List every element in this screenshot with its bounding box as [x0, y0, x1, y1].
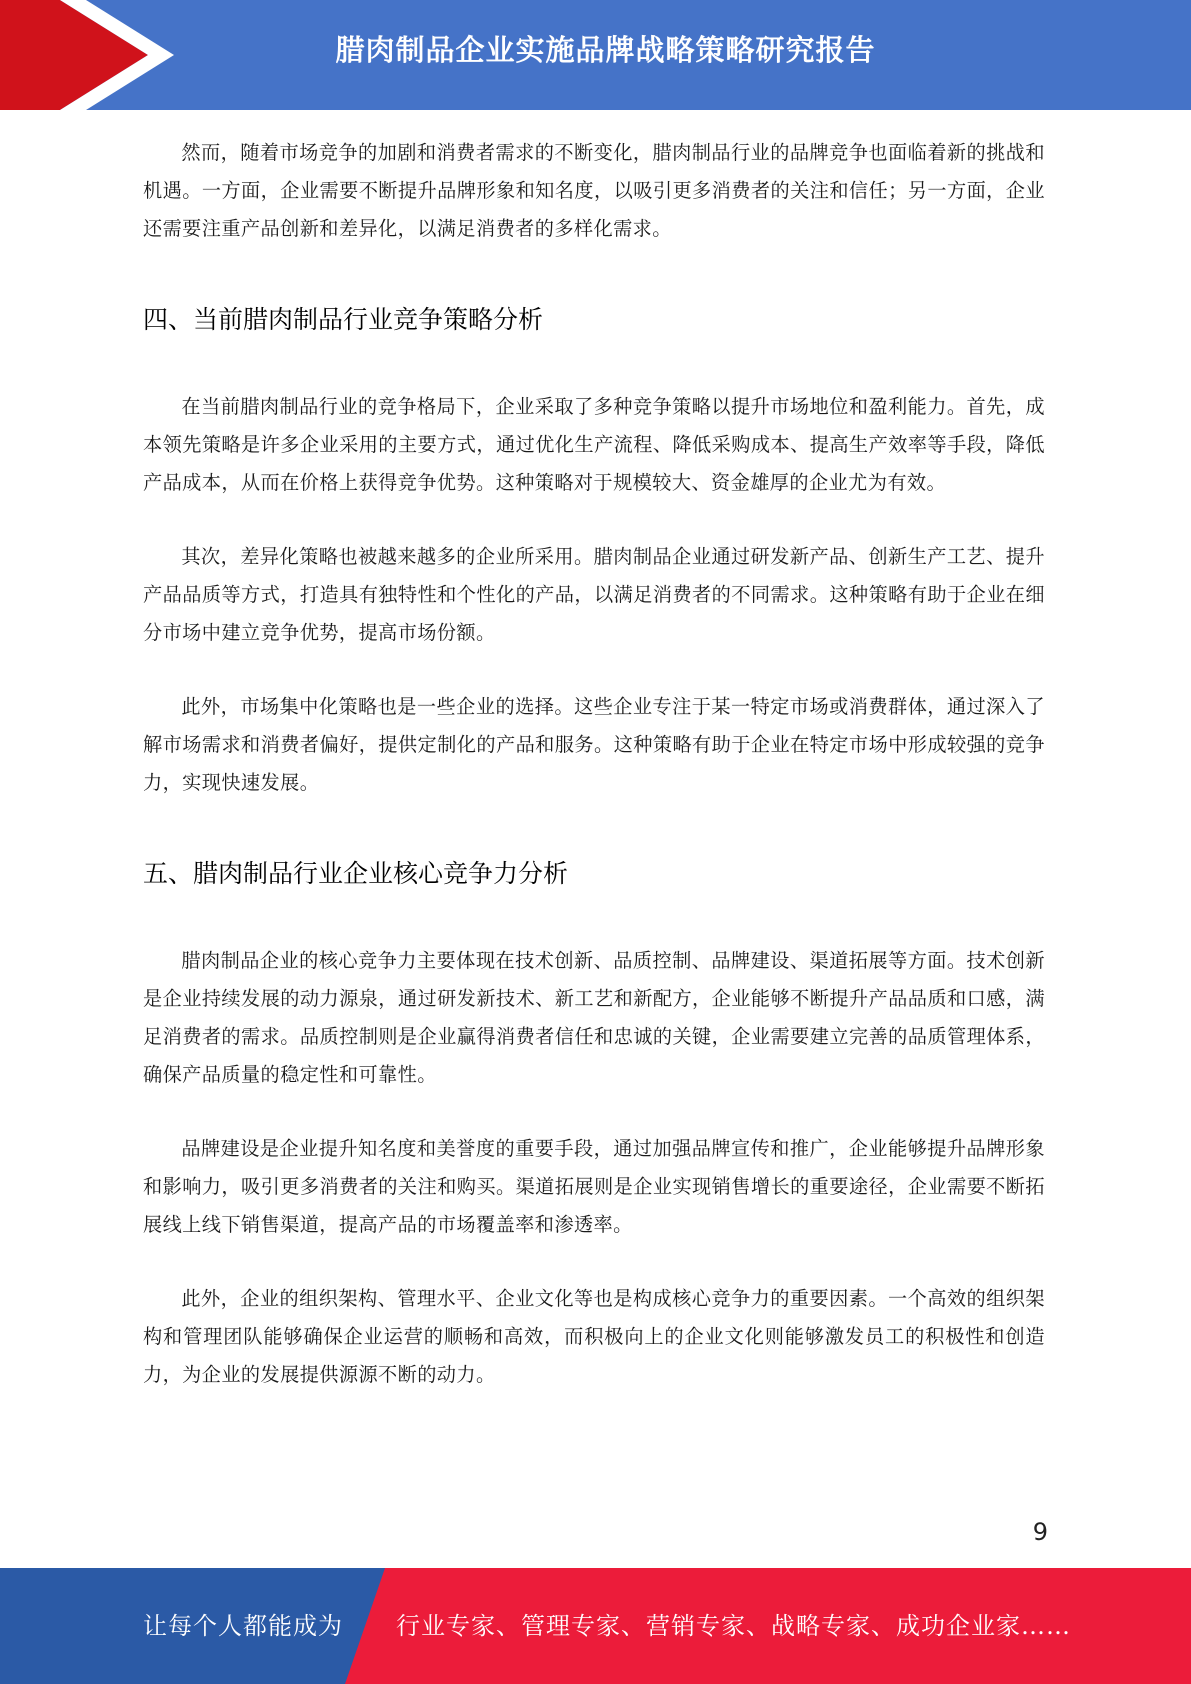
section-5-paragraph-1: 腊肉制品企业的核心竞争力主要体现在技术创新、品质控制、品牌建设、渠道拓展等方面。技术创新是企业持续发展的动力源泉，通过研发新技术、新工艺和新配方，企业能够不断提升产品品质和口感，满足消费者的需求。品质控制则是企业赢得消费者信任和忠诚的关键，企业需要建立完善的品质管理体系，确保产品质量的稳定性和可靠性。: [143, 949, 1045, 1086]
page-content: [143, 134, 1045, 1394]
section-5-paragraph-2: 品牌建设是企业提升知名度和美誉度的重要手段，通过加强品牌宣传和推广，企业能够提升品牌形象和影响力，吸引更多消费者的关注和购买。渠道拓展则是企业实现销售增长的重要途径，企业需要不断拓展线上线下销售渠道，提高产品的市场覆盖率和渗透率。: [143, 1137, 1045, 1236]
report-title: 腊肉制品企业实施品牌战略策略研究报告: [335, 33, 876, 67]
section-4-heading: 四、当前腊肉制品行业竞争策略分析: [143, 305, 544, 334]
page-header: [0, 0, 1191, 110]
section-4-paragraph-3: 此外，市场集中化策略也是一些企业的选择。这些企业专注于某一特定市场或消费群体，通过深入了解市场需求和消费者偏好，提供定制化的产品和服务。这种策略有助于企业在特定市场中形成较强的竞争力，实现快速发展。: [143, 695, 1045, 794]
section-5-paragraph-3: 此外，企业的组织架构、管理水平、企业文化等也是构成核心竞争力的重要因素。一个高效的组织架构和管理团队能够确保企业运营的顺畅和高效，而积极向上的企业文化则能够激发员工的积极性和创造力，为企业的发展提供源源不断的动力。: [143, 1287, 1045, 1386]
footer-slogan-right: 行业专家、管理专家、营销专家、战略专家、成功企业家……: [396, 1612, 1071, 1640]
section-5-heading: 五、腊肉制品行业企业核心竞争力分析: [143, 859, 569, 888]
page-number: 9: [1032, 1518, 1048, 1546]
page-footer: [0, 1568, 1191, 1684]
intro-paragraph: 然而，随着市场竞争的加剧和消费者需求的不断变化，腊肉制品行业的品牌竞争也面临着新的挑战和机遇。一方面，企业需要不断提升品牌形象和知名度，以吸引更多消费者的关注和信任；另一方面，企业还需要注重产品创新和差异化，以满足消费者的多样化需求。: [143, 141, 1045, 240]
section-4-paragraph-2: 其次，差异化策略也被越来越多的企业所采用。腊肉制品企业通过研发新产品、创新生产工艺、提升产品品质等方式，打造具有独特性和个性化的产品，以满足消费者的不同需求。这种策略有助于企业在细分市场中建立竞争优势，提高市场份额。: [143, 545, 1045, 644]
section-4-paragraph-1: 在当前腊肉制品行业的竞争格局下，企业采取了多种竞争策略以提升市场地位和盈利能力。首先，成本领先策略是许多企业采用的主要方式，通过优化生产流程、降低采购成本、提高生产效率等手段，降低产品成本，从而在价格上获得竞争优势。这种策略对于规模较大、资金雄厚的企业尤为有效。: [143, 395, 1045, 494]
footer-slogan-left: 让每个人都能成为: [143, 1612, 343, 1640]
